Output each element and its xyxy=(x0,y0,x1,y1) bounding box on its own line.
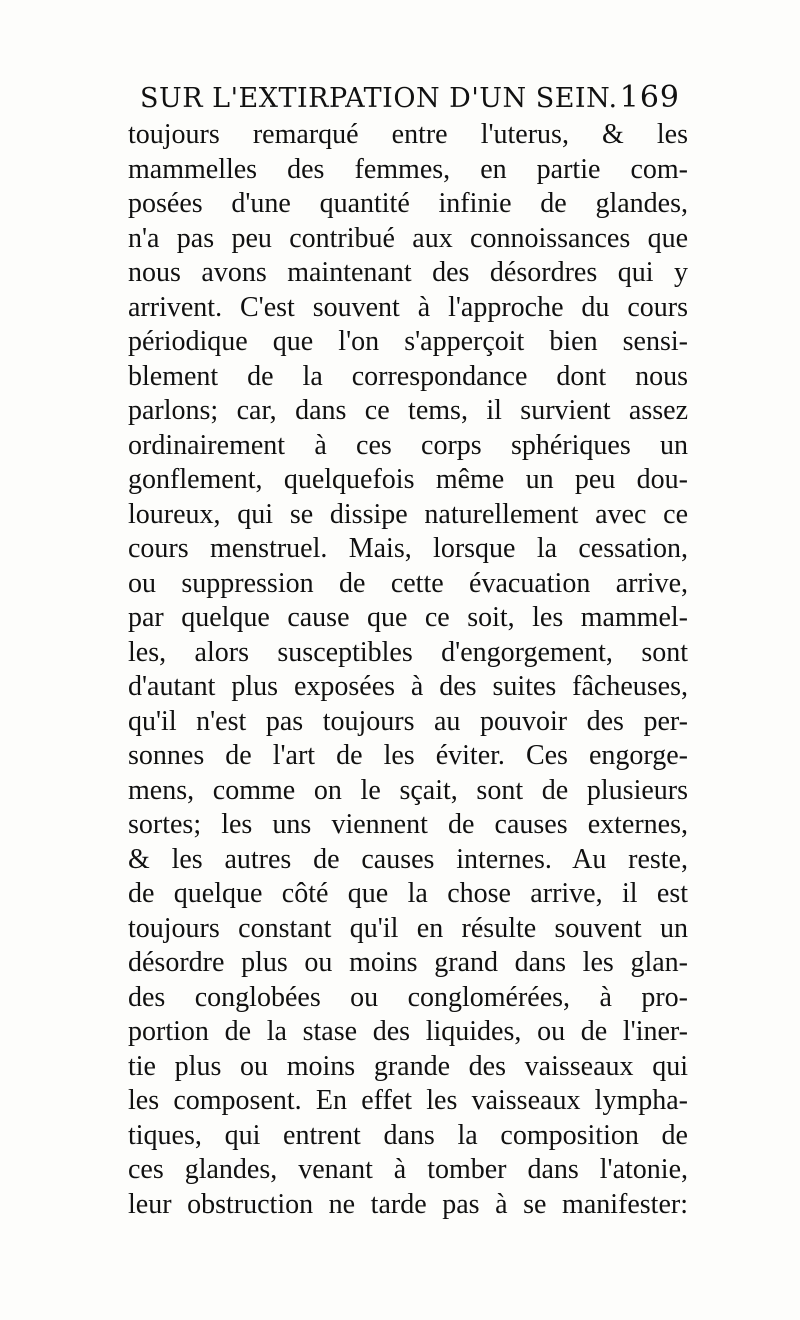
text-line: périodique que l'on s'apperçoit bien sensi- xyxy=(128,326,688,357)
text-line: mens, comme on le sçait, sont de plusieurs xyxy=(128,774,688,806)
running-head: SUR L'EXTIRPATION D'UN SEIN. xyxy=(140,83,618,114)
text-line: ces glandes, venant à tomber dans l'atonie, xyxy=(128,1154,688,1185)
text-line: nous avons maintenant des désordres qui y xyxy=(128,257,688,288)
text-line: qu'il n'est pas toujours au pouvoir des per- xyxy=(128,705,688,737)
text-line: ordinairement à ces corps sphériques un xyxy=(128,429,688,461)
text-line: toujours remarqué entre l'uterus, & les xyxy=(128,119,688,150)
text-line: mammelles des femmes, en partie com- xyxy=(128,153,688,185)
text-line: n'a pas peu contribué aux connoissances que xyxy=(128,222,688,254)
text-line: toujours constant qu'il en résulte souvent un xyxy=(128,912,688,944)
page-number: 169 xyxy=(619,80,680,115)
text-line: arrivent. C'est souvent à l'approche du cours xyxy=(128,291,688,323)
text-line: désordre plus ou moins grand dans les glan- xyxy=(128,947,688,978)
text-line: blement de la correspondance dont nous xyxy=(128,360,688,392)
text-line: les composent. En effet les vaisseaux lympha- xyxy=(128,1085,688,1116)
text-line: loureux, qui se dissipe naturellement avec ce xyxy=(128,498,688,530)
text-line: portion de la stase des liquides, ou de l'iner- xyxy=(128,1016,688,1047)
text-line: sortes; les uns viennent de causes externes, xyxy=(128,809,688,840)
text-line: tie plus ou moins grande des vaisseaux qui xyxy=(128,1050,688,1082)
page-header xyxy=(140,80,680,115)
text-line: posées d'une quantité infinie de glandes, xyxy=(128,188,688,219)
text-line: par quelque cause que ce soit, les mammel- xyxy=(128,602,688,633)
text-line: parlons; car, dans ce tems, il survient assez xyxy=(128,395,688,426)
text-line: sonnes de l'art de les éviter. Ces engorge- xyxy=(128,740,688,771)
text-line: d'autant plus exposées à des suites fâcheuses, xyxy=(128,671,688,702)
text-line: cours menstruel. Mais, lorsque la cessation, xyxy=(128,533,688,564)
body-text xyxy=(128,118,688,1222)
text-line: leur obstruction ne tarde pas à se manifester: xyxy=(128,1188,688,1220)
text-line: gonflement, quelquefois même un peu dou- xyxy=(128,464,688,495)
text-line: ou suppression de cette évacuation arrive, xyxy=(128,567,688,599)
text-line: des conglobées ou conglomérées, à pro- xyxy=(128,981,688,1013)
text-line: les, alors susceptibles d'engorgement, sont xyxy=(128,636,688,668)
text-line: tiques, qui entrent dans la composition de xyxy=(128,1119,688,1151)
text-line: de quelque côté que la chose arrive, il est xyxy=(128,878,688,909)
text-line: & les autres de causes internes. Au reste, xyxy=(128,843,688,875)
